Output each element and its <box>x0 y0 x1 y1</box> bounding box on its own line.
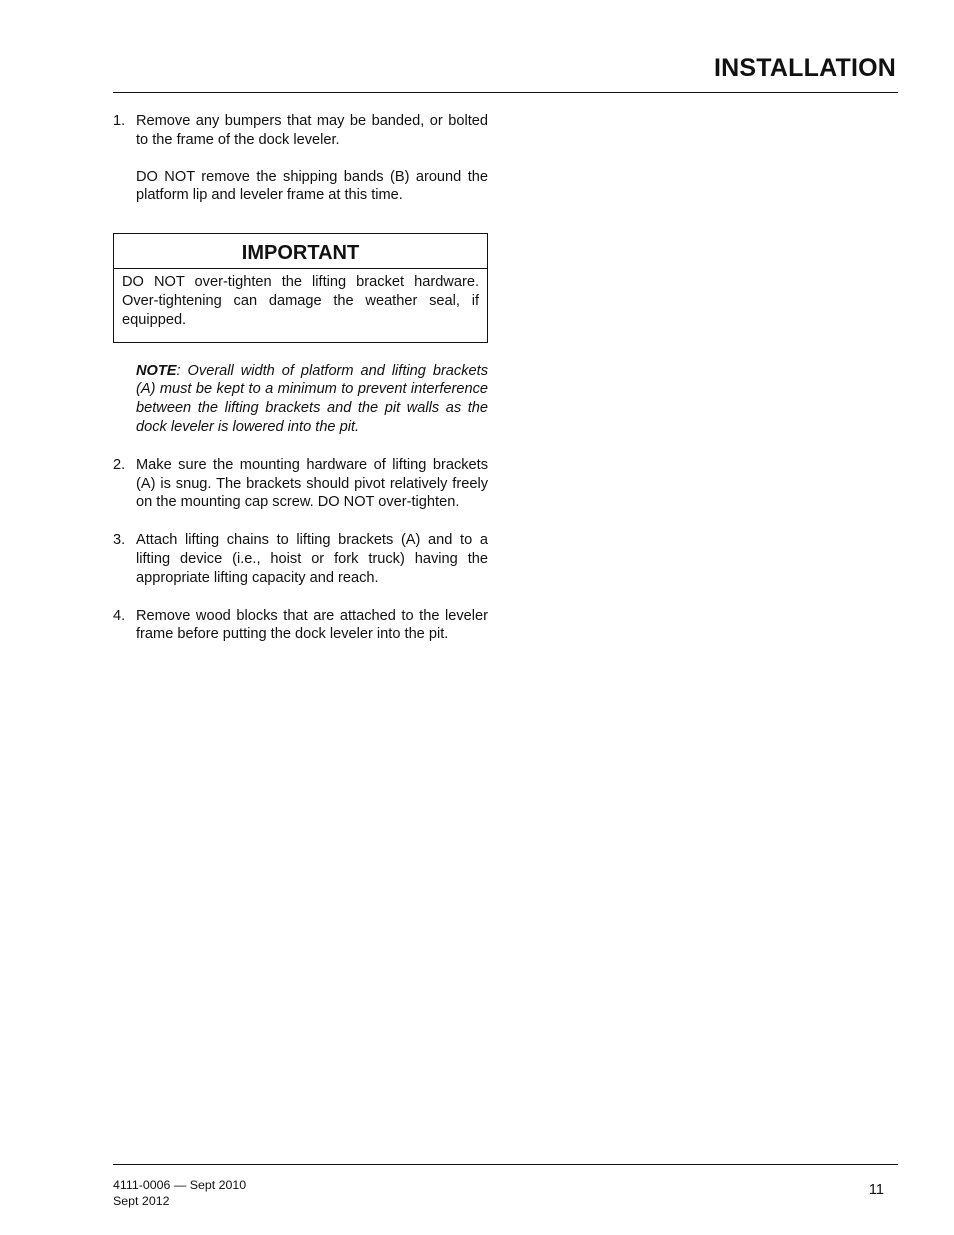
step-text: Remove wood blocks that are attached to the leveler frame before putting the dock leveler into the pit. <box>136 607 488 643</box>
footer-divider <box>113 1164 898 1165</box>
doc-number: 4111-0006 — Sept 2010 <box>113 1178 247 1192</box>
important-text: DO NOT over-tighten the lifting bracket hardware. Over-tightening can damage the weather seal, if equipped. <box>122 274 479 328</box>
note-paragraph <box>136 362 488 437</box>
header-divider <box>113 92 898 93</box>
step-number: 3. <box>113 532 126 549</box>
step-4 <box>113 607 488 645</box>
revision-date: Sept 2012 <box>113 1193 170 1208</box>
important-heading: IMPORTANT <box>114 234 487 269</box>
step-number: 2. <box>113 456 126 473</box>
step-number: 1. <box>113 113 126 129</box>
step-number: 4. <box>113 607 126 624</box>
step-2 <box>113 456 488 512</box>
step-1 <box>113 112 488 205</box>
footer-doc-info <box>113 1178 246 1209</box>
note-text: : Overall width of platform and lifting brackets (A) must be kept to a minimum to prevent interference between the lifting brackets and the pit walls as the dock leveler is lowered into the pit. <box>136 362 488 435</box>
step-subtext: DO NOT remove the shipping bands (B) around the platform lip and leveler frame at this time. <box>136 168 488 204</box>
step-text: Attach lifting chains to lifting brackets (A) and to a lifting device (i.e., hoist or fork truck) having the appropriate lifting capacity and reach. <box>136 532 488 586</box>
page-number: 11 <box>868 1182 884 1198</box>
important-box <box>113 233 488 342</box>
step-text: Remove any bumpers that may be banded, or bolted to the frame of the dock leveler. <box>136 113 488 148</box>
main-column <box>113 112 488 644</box>
page-title: INSTALLATION <box>713 54 896 82</box>
step-3 <box>113 531 488 587</box>
step-text: Make sure the mounting hardware of lifting brackets (A) is snug. The brackets should pivot relatively freely on the mounting cap screw. DO NOT over-tighten. <box>136 456 488 511</box>
note-label: NOTE <box>136 362 177 379</box>
